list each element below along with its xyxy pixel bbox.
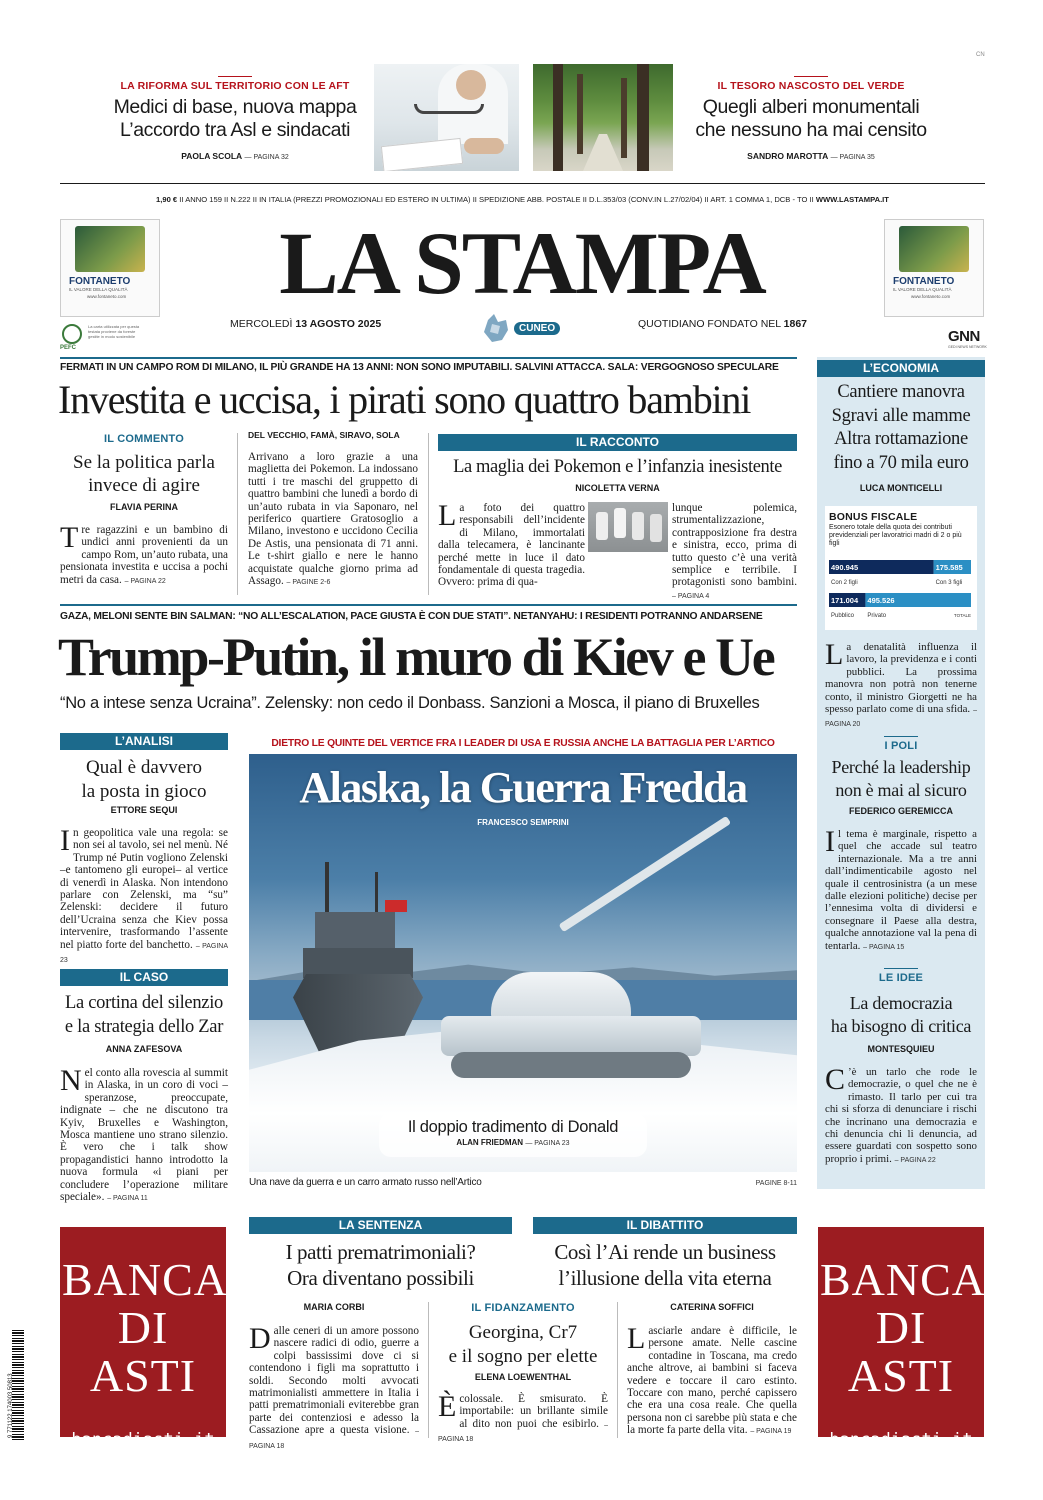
info-line [60,195,985,204]
divider-2 [428,433,429,595]
tank [431,924,731,1094]
divider-3 [428,1302,429,1438]
bar-value-1-1: 495.526 [867,596,895,605]
fidanzamento-page: – PAGINA 18 [438,1421,608,1444]
economia-text: a denatalità influenza il lavoro, la previdenza e i conti pubblici. La prossima manovra non potrà non tenerne conto, il ministro Giorgetti ne ha spesso parlato come di una sfida. [825,641,977,716]
report-authors: DEL VECCHIO, FAMÀ, SIRAVO, SOLA [248,430,400,440]
report-article[interactable] [248,430,418,589]
sentenza-author: MARIA CORBI [303,1302,365,1312]
date-weekday: MERCOLEDÌ [230,318,293,330]
teaser-right-author: SANDRO MAROTTA [747,151,829,161]
barcode-number: 9 771122 174003 50813 [8,1373,14,1438]
sentenza-page: – PAGINA 18 [249,1428,419,1450]
photo-author: FRANCESCO SEMPRINI [477,818,569,827]
bank-ad-right[interactable] [818,1227,987,1450]
analisi-label: L’ANALISI [60,733,228,750]
dibattito-body [627,1322,797,1439]
ad-right-brand: FONTANETO [893,276,955,287]
gnn-sub: GEDI NEWS NETWORK [948,345,987,349]
pefc-label: PEFC [60,345,77,351]
economia-title-3: Altra rottamazione [834,429,968,449]
analisi-dropcap: I [60,824,70,857]
bank-ad-left[interactable] [60,1227,229,1450]
masthead-title[interactable]: LA STAMPA [279,215,765,313]
bar-value-0-0: 490.945 [831,563,859,572]
poli-page: – PAGINA 15 [863,943,905,951]
ad-left[interactable] [60,219,160,317]
info-line-text: II ANNO 159 II N.222 II IN ITALIA (PREZZI PROMOZIONALI ED ESTERO IN ULTIMA) II SPEDIZIONE ABB. POSTALE II D.L.353/03 (CONV.IN L.27/02/04) II ART. 1 COMMA 1, DCB - TO II [179,195,814,204]
bank-right-line-2: DI ASTI [847,1302,955,1401]
poli-dropcap: I [825,825,835,858]
teaser-right[interactable] [676,70,946,175]
analisi-article[interactable] [60,733,228,967]
sentenza-body [249,1322,419,1453]
gnn-logo [948,328,987,349]
dibattito-dropcap: L [627,1322,646,1355]
ad-right-tagline: IL VALORE DELLA QUALITÀ [893,287,952,292]
ad-left-site: www.fontaneto.com [87,294,127,299]
commento-title-2: invece di agire [88,475,200,496]
teaser-right-page: — PAGINA 35 [830,154,875,161]
caso-dropcap: N [60,1064,82,1097]
economia-article[interactable] [817,360,985,493]
corner-code: CN [976,52,985,58]
date-value: 13 AGOSTO 2025 [295,318,382,330]
founded-label: QUOTIDIANO FONDATO NEL [638,318,781,330]
analisi-author: ETTORE SEQUI [110,805,178,815]
racconto-title: La maglia dei Pokemon e l’infanzia inesistente [453,457,782,477]
commento-label: IL COMMENTO [103,433,185,445]
teaser-left-title-1: Medici di base, nuova mappa [113,96,357,118]
racconto-label: IL RACCONTO [438,434,797,451]
sentenza-dropcap: D [249,1322,271,1355]
caso-page: – PAGINA 11 [107,1195,148,1203]
idee-label: LE IDEE [878,972,924,984]
bar-label-1-0: Pubblico [831,613,855,619]
report-page: – PAGINE 2-6 [286,579,331,587]
pefc-logo [60,324,140,354]
main-subhead: “No a intese senza Ucraina”. Zelensky: non cedo il Donbass. Sanzioni a Mosca, il piano di Bruxelles [60,694,760,712]
divider-4 [617,1302,618,1438]
poli-author: FEDERICO GEREMICCA [848,806,953,816]
dibattito-title-2: l’illusione della vita eterna [558,1266,772,1290]
fidanzamento-author: ELENA LOEWENTHAL [474,1372,572,1382]
economia-title-1: Cantiere manovra [837,382,965,402]
inset-page: — PAGINA 23 [525,1140,570,1147]
teaser-left-author: PAOLA SCOLA [181,151,243,161]
poli-title-1: Perché la leadership [831,757,971,777]
bank-left-site: bancadiasti.it [71,1430,215,1450]
dibattito-page: – PAGINA 19 [750,1428,792,1436]
founded-year: 1867 [783,318,808,330]
ad-left-tagline: IL VALORE DELLA QUALITÀ [69,287,128,292]
bar-value-1-0: 171.004 [831,596,859,605]
fidanzamento-title-1: Georgina, Cr7 [468,1322,578,1343]
caso-text: el conto alla rovescia al summit in Alaska, in un coro di voci – speranzose, preoccupate, indignate – che ne discutono tra Kyiv, Bruxelles e Washington, Mosca mantiene uno strano silenzio. È vero che i talk show propagandistici hanno introdotto la nuova formula «i piani per concludere l’operazione militare speciale». [60,1067,228,1204]
analisi-page: – PAGINA 23 [60,942,228,965]
report-text: Arrivano a loro grazie a una maglietta dei Pokemon. La indossano tutti i tre maschi del gruppetto di quattro bambini che lunedì a bordo di un’auto rubata in via Saponaro, nel periferico quartiere Gratosoglio a Milano, investono e uccidono Cecilia De Astis, una pensionata di 71 anni. Le t-shirt giallo e nere le hanno acquistate qualche giorno prima ad Assago. [248,451,418,588]
idee-title-1: La democrazia [849,993,953,1013]
commento-title-1: Se la politica parla [73,452,215,473]
dibattito-text: asciarle andare è difficile, le persone amate. Nelle cascine contadine in Toscana, ma credo anche altrove, ai bambini si faceva vedere e toccare il caro estinto. Toccare con mano, perché capissero che era una cosa reale. Che quella persona non ci sarebbe più stata e che la morte fa parte della vita. [627,1325,797,1437]
warship [285,862,425,1052]
bank-right-site: bancadiasti.it [829,1430,973,1450]
edition-map-icon [478,310,514,346]
racconto-page: – PAGINA 4 [672,592,710,600]
analisi-title-1: Qual è davvero [85,757,203,778]
teaser-left[interactable] [100,70,370,175]
idee-dropcap: C [825,1063,846,1096]
caso-title-1: La cortina del silenzio [65,993,223,1013]
bar-label-1-1: Privato [867,613,887,619]
masthead-date [230,318,381,330]
rule-top-story [60,357,797,359]
chart-title: BONUS FISCALE [829,511,918,523]
racconto-photo [588,502,668,552]
teaser-right-photo [533,64,673,171]
poli-article[interactable] [825,736,977,954]
divider-1 [237,433,238,595]
commento-author: FLAVIA PERINA [109,502,178,512]
economia-author: LUCA MONTICELLI [859,483,943,493]
main-photo[interactable] [249,754,797,1172]
racconto-author: NICOLETTA VERNA [575,483,660,493]
commento-page: – PAGINA 22 [124,577,166,585]
teaser-right-title-1: Quegli alberi monumentali [702,96,920,118]
top-story-headline[interactable]: Investita e uccisa, i pirati sono quattro bambini [58,377,751,422]
info-rule-top [60,183,985,184]
sentenza-label: LA SENTENZA [249,1217,512,1234]
fidanzamento-title-2: e il sogno per elette [448,1345,598,1367]
caso-title-2: e la strategia dello Zar [64,1016,224,1037]
dibattito-article[interactable] [533,1217,797,1291]
inset-author: ALAN FRIEDMAN [456,1138,524,1147]
commento-text: re ragazzini e un bambino di undici anni provenienti da un campo Rom, un’auto rubata, una pensionata investita e uccisa a pochi metri da casa. [60,524,228,586]
chart-svg [825,554,977,634]
barcode [4,1330,26,1440]
fidanzamento-article[interactable] [438,1302,608,1447]
photo-title: Alaska, la Guerra Fredda [299,763,747,812]
idee-text: ’è un tarlo che rode le democrazie, o quel che ne è rimasto. Il tarlo per cui tra chi si sforza di denunciare i rischi che incrinano una democrazia e chi denuncia chi li denuncia, ad essere guardati con sospetto sono proprio i primi. [825,1066,977,1165]
fidanzamento-text: colossale. È smisurato. È importabile: un brillante simile al dito non puoi che esibirlo. [459,1393,608,1430]
fidanzamento-dropcap: È [438,1390,457,1423]
bar-label-0-1: Con 3 figli [935,580,963,586]
idee-author: MONTESQUIEU [867,1044,935,1054]
gnn-label: GNN [948,328,980,345]
bank-right-line-1: BANCA [820,1254,987,1305]
site-link[interactable]: WWW.LASTAMPA.IT [815,195,889,204]
photo-caption-page: PAGINE 8-11 [755,1180,797,1187]
commento-article[interactable] [60,433,228,588]
economia-title-2: Sgravi alle mamme [831,405,971,426]
economia-body [825,638,977,732]
caso-label: IL CASO [60,969,228,986]
teaser-left-photo [374,64,519,171]
pefc-text: La carta utilizzata per questa testata proviene da foreste gestite in modo sostenibile [88,324,140,339]
teaser-right-title-2: che nessuno ha mai censito [695,119,927,141]
ad-left-brand: FONTANETO [69,276,131,287]
poli-title-2: non è mai al sicuro [835,780,967,800]
dibattito-label: IL DIBATTITO [533,1217,797,1234]
bank-left-line-2: DI ASTI [89,1302,197,1401]
teaser-left-page: — PAGINA 32 [244,154,289,161]
inset-title: Il doppio tradimento di Donald [407,1118,619,1136]
economia-label: L’ECONOMIA [817,360,985,377]
sentenza-text: alle ceneri di un amore possono nascere radici di odio, guerre a colpi bassissimi dove ci si contendono i figli ma soprattutto i soldi. Secondo molti avvocati matrimonialisti ammettere in Italia i patti prematrimoniali eviterebbe gran parte dei contenziosi e adesso la Cassazione apre a questa visione. [249,1325,419,1437]
bar-total-label-1: TOTALE [953,613,971,618]
bar-label-0-0: Con 2 figli [831,580,858,586]
bar-value-0-1: 175.585 [935,563,963,572]
idee-title-2: ha bisogno di critica [830,1016,972,1036]
racconto-article[interactable] [438,434,797,600]
sentenza-title-1: I patti prematrimoniali? [285,1240,476,1264]
racconto-text-1: a foto dei quattro responsabili dell’incidente di Milano, immortalati dalla telecamera, è lancinante perché mette in luce il dato fondamentale di questa tragedia. Ovvero: prima di qua- [438,502,585,589]
commento-dropcap: T [60,521,79,554]
price: 1,90 € [156,195,178,204]
top-story-kicker: FERMATI IN UN CAMPO ROM DI MILANO, IL PIÙ GRANDE HA 13 ANNI: NON SONO IMPUTABILI. SALVINI ATTACCA. SALA: VERGOGNOSO SPECULARE [60,362,779,373]
ad-right-site: www.fontaneto.com [911,294,951,299]
poli-label: I POLI [884,740,918,752]
ad-right[interactable] [884,219,984,317]
photo-caption: Una nave da guerra e un carro armato russo nell’Artico [249,1177,482,1188]
sentenza-title-2: Ora diventano possibili [287,1266,474,1290]
rule-gaza [60,604,797,606]
analisi-text: n geopolitica vale una regola: se non sei al tavolo, sei nel menù. Né Trump né Putin vogliono Zelenski –e tantomeno gli europei– al vertice di venerdì in Alaska. Non intendono parlare con Zelenski, ma “su” Zelenski: decidere il futuro dell’Ucraina senza che Kiev possa intervenire, trasformando l’assente nel piatto forte del banchetto. [60,827,228,951]
fidanzamento-label: IL FIDANZAMENTO [471,1302,575,1314]
bonus-fiscale-chart [825,506,977,630]
analisi-title-2: la posta in gioco [81,780,207,802]
photo-inset[interactable] [379,1113,647,1157]
bank-left-line-1: BANCA [62,1254,229,1305]
chart-subtitle: Esonero totale della quota dei contributi previdenziali per lavoratrici madri di 2 o più figli [829,524,962,548]
racconto-text-2: lunque polemica, strumentalizzazione, contrapposizione fra destra e sinistra, ecco, prima di tutto questo c’è una verità semplice e terribile. I protagonisti sono bambini. [672,502,797,589]
photo-kicker: DIETRO LE QUINTE DEL VERTICE FRA I LEADER DI USA E RUSSIA ANCHE LA BATTAGLIA PER L’ARTICO [271,738,775,749]
economia-title-4: fino a 70 mila euro [833,452,969,473]
teaser-left-kicker: LA RIFORMA SUL TERRITORIO CON LE AFT [120,80,350,92]
economia-dropcap: L [825,638,844,671]
founded [638,318,807,330]
dibattito-author: CATERINA SOFFICI [670,1302,754,1312]
main-headline[interactable]: Trump-Putin, il muro di Kiev e Ue [58,627,774,687]
idee-article[interactable] [825,968,977,1167]
sentenza-article[interactable] [249,1217,512,1291]
racconto-dropcap: L [438,499,457,532]
caso-author: ANNA ZAFESOVA [105,1044,183,1054]
gaza-kicker[interactable]: GAZA, MELONI SENTE BIN SALMAN: “NO ALL’ESCALATION, PACE GIUSTA È CON DUE STATI”. NETANYAHU: I RESIDENTI POTRANNO ANDARSENE [60,611,763,622]
teaser-left-title-2: L’accordo tra Asl e sindacati [119,119,351,141]
dibattito-title-1: Così l’Ai rende un business [554,1240,776,1264]
idee-page: – PAGINA 22 [894,1156,936,1164]
poli-text: l tema è marginale, rispetto a quel che accade sul teatro internazionale. Ma a tre anni dall’indimenticabile agosto nel quale il centrosinistra (a un mese dalle elezioni politiche) decise per l’ennesima volta di dividersi e consegnare il Paese alla destra, qualche annotazione val la pena di tentarla. [825,828,977,952]
edition-badge: CUNEO [514,322,560,335]
caso-article[interactable] [60,969,228,1205]
teaser-right-kicker: IL TESORO NASCOSTO DEL VERDE [717,80,905,92]
economia-page: – PAGINA 20 [825,707,977,729]
